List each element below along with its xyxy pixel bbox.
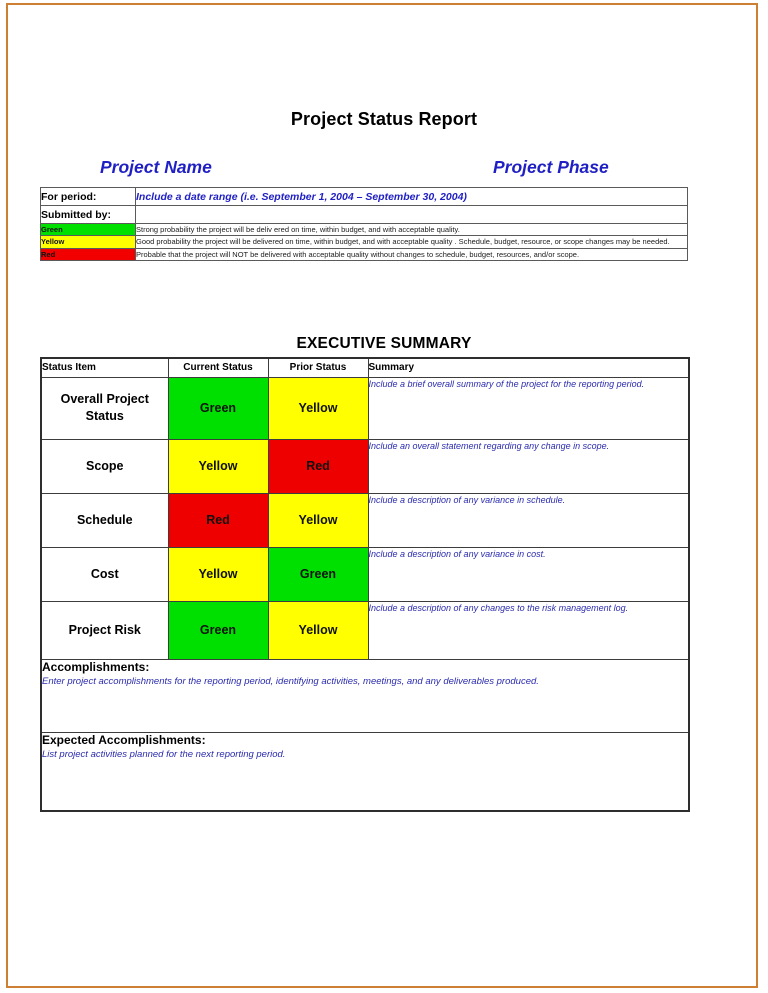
current-status-project-risk[interactable]: Green [168,601,268,659]
prior-status-schedule[interactable]: Yellow [268,493,368,547]
status-item-schedule: Schedule [41,493,168,547]
table-row [41,377,689,439]
legend-row-yellow [41,236,688,248]
for-period-row [41,188,688,206]
report-header-table [40,187,688,261]
expected-accomplishments-title: Expected Accomplishments: [42,732,206,747]
current-status-overall-project-status[interactable]: Green [168,377,268,439]
summary-schedule[interactable]: Include a description of any variance in schedule. [368,493,689,547]
table-header-row [41,358,689,377]
submitted-by-value[interactable] [136,206,688,224]
prior-status-overall-project-status[interactable]: Yellow [268,377,368,439]
for-period-value[interactable]: Include a date range (i.e. September 1, 2004 – September 30, 2004) [136,188,688,206]
legend-swatch-red: Red [41,248,136,260]
legend-row-green [41,224,688,236]
accomplishments-section[interactable] [41,659,689,732]
legend-swatch-yellow: Yellow [41,236,136,248]
accomplishments-body[interactable]: Enter project accomplishments for the reporting period, identifying activities, meetings, and any deliverables produced. [42,675,539,687]
summary-cost[interactable]: Include a description of any variance in cost. [368,547,689,601]
column-header-current-status: Current Status [168,358,268,377]
executive-summary-table [40,357,690,812]
project-identity-row [40,157,720,183]
current-status-cost[interactable]: Yellow [168,547,268,601]
column-header-summary: Summary [368,358,689,377]
prior-status-cost[interactable]: Green [268,547,368,601]
table-row [41,439,689,493]
prior-status-project-risk[interactable]: Yellow [268,601,368,659]
expected-accomplishments-section[interactable] [41,732,689,811]
legend-swatch-green: Green [41,224,136,236]
expected-accomplishments-body[interactable]: List project activities planned for the next reporting period. [42,748,286,760]
prior-status-scope[interactable]: Red [268,439,368,493]
legend-row-red [41,248,688,260]
legend-description-yellow: Good probability the project will be delivered on time, within budget, and with acceptable quality . Schedule, budget, resource, or scope changes may be needed. [136,236,688,248]
summary-project-risk[interactable]: Include a description of any changes to the risk management log. [368,601,689,659]
for-period-label: For period: [41,188,136,206]
status-item-scope: Scope [41,439,168,493]
submitted-by-row [41,206,688,224]
status-item-cost: Cost [41,547,168,601]
summary-scope[interactable]: Include an overall statement regarding any change in scope. [368,439,689,493]
column-header-status-item: Status Item [41,358,168,377]
summary-overall-project-status[interactable]: Include a brief overall summary of the project for the reporting period. [368,377,689,439]
accomplishments-row [41,659,689,732]
executive-summary-heading: EXECUTIVE SUMMARY [296,335,472,352]
current-status-scope[interactable]: Yellow [168,439,268,493]
table-row [41,493,689,547]
document-sheet [8,5,756,986]
legend-description-green: Strong probability the project will be deliv ered on time, within budget, and with acceptable quality. [136,224,688,236]
status-item-project-risk: Project Risk [41,601,168,659]
page-title: Project Status Report [290,109,478,129]
legend-description-red: Probable that the project will NOT be delivered with acceptable quality without changes to schedule, budget, resources, and/or scope. [136,248,688,260]
project-phase-label: Project Phase [493,157,609,177]
expected-accomplishments-row [41,732,689,811]
column-header-prior-status: Prior Status [268,358,368,377]
status-item-overall-project-status: Overall Project Status [41,377,168,439]
project-name-label: Project Name [100,157,212,177]
page-frame [6,3,758,988]
current-status-schedule[interactable]: Red [168,493,268,547]
table-row [41,547,689,601]
table-row [41,601,689,659]
accomplishments-title: Accomplishments: [42,659,150,674]
submitted-by-label: Submitted by: [41,206,136,224]
